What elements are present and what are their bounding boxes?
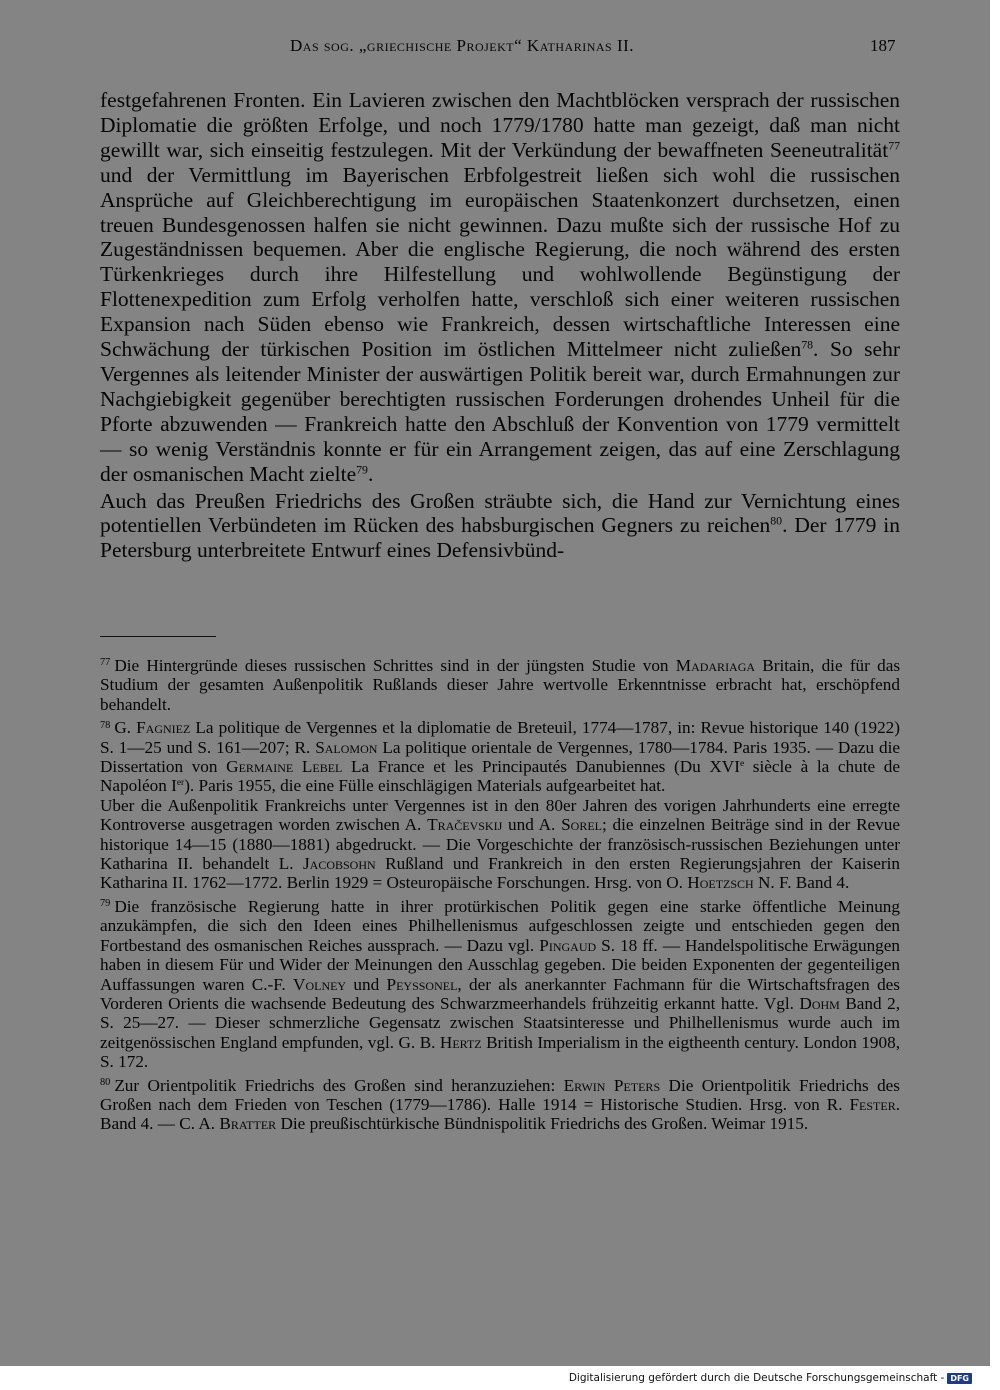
author-name: Dohm <box>799 993 840 1013</box>
author-name: Madariaga <box>675 656 756 675</box>
footnote-number: 80 <box>100 1076 111 1088</box>
footnote-paragraph: Uber die Außenpolitik Frankreichs unter Vergennes ist in den 80er Jahren des vorigen Jahrhunderts eine erregte Kontroverse ausgetragen worden zwischen A. Tračevskij und A. Sorel; die einzelnen Beiträge sind in der Revue historique 14—15 (1880—1881) abgedruckt. — Die Vorgeschichte der französisch-russischen Beziehungen unter Katharina II. behandelt L. Jacobsohn Rußland und Frankreich in den ersten Regierungsjahren der Kaiserin Katharina II. 1762—1772. Berlin 1929 = Osteuropäische Forschungen. Hrsg. von O. Hoetzsch N. F. Band 4. <box>100 795 900 893</box>
author-name: Pingaud <box>539 935 597 955</box>
author-name: Erwin Peters <box>563 1075 661 1095</box>
author-name: Germaine Lebel <box>226 757 343 777</box>
footnote-number: 77 <box>100 657 111 669</box>
footnote-reference: 80 <box>770 513 783 528</box>
footnote-reference: 79 <box>356 461 368 476</box>
footnote-paragraph: $^{80}$ Zur Orientpolitik Friedrichs des Großen sind heranzuziehen: Erwin Peters Die Orientpolitik Friedrichs des Großen nach dem Frieden von Teschen (1779—1786). Halle 1914 = Historische Studien. Hrsg. von R. Fester. Band 4. — C. A. Bratter Die preußischtürkische Bündnispolitik Friedrichs des Großen. Weimar 1915. <box>100 1075 900 1134</box>
footnote <box>100 718 900 893</box>
body-text <box>100 88 900 563</box>
dfg-logo: DFG <box>947 1373 972 1384</box>
footnote-reference: e <box>739 758 745 769</box>
footnotes <box>100 656 900 1134</box>
author-name: Volney <box>293 974 347 994</box>
author-name: Hoetzsch <box>687 873 754 893</box>
footnote-reference: 78 <box>801 337 814 352</box>
author-name: Peyssonel <box>386 974 458 994</box>
running-head-text: Das sog. „griechische Projekt“ Katharinas II. <box>290 36 635 55</box>
author-name: Fester <box>849 1094 896 1114</box>
page-number: 187 <box>870 36 896 55</box>
footnote <box>100 1076 900 1134</box>
author-name: Salomon <box>315 737 378 757</box>
digitization-credit <box>569 1372 972 1384</box>
footnote-paragraph: $^{77}$ Die Hintergründe dieses russischen Schrittes sind in der jüngsten Studie von Madariaga Britain, die für das Studium der gesamten Außenpolitik Rußlands dieser Jahre wertvolle Erkenntnisse erbracht hat, erschöpfend behandelt. <box>100 656 901 714</box>
author-name: Sorel <box>561 815 602 835</box>
body-paragraph: Auch das Preußen Friedrichs des Großen sträubte sich, die Hand zur Vernichtung eines potentiellen Verbündeten im Rücken des habsburgischen Gegners zu reichen$^{80}$. Der 1779 in Petersburg unterbreitete Entwurf eines Defensivbünd- <box>100 488 901 563</box>
credit-text: Digitalisierung gefördert durch die Deutsche Forschungsgemeinschaft - <box>568 1372 945 1384</box>
footnote-separator <box>100 636 216 637</box>
footnote-paragraph: $^{79}$ Die französische Regierung hatte in ihrer protürkischen Politik gegen eine starke öffentliche Meinung anzukämpfen, die sich den Ideen eines Philhellenismus aufgeschlossen zeigte und entschieden gegen den Fortbestand des osmanischen Reiches aussprach. — Dazu vgl. Pingaud S. 18 ff. — Handelspolitische Erwägungen haben in diesem Für und Wider der Meinungen den Ausschlag gegeben. Die beiden Exponenten der gegenteiligen Auffassungen waren C.-F. Volney und Peyssonel, der als anerkannter Fachmann für die Wirtschaftsfragen des Vorderen Orients die wachsende Bedeutung des Schwarzmeerhandels frühzeitig erkannt hatte. Vgl. Dohm Band 2, S. 25—27. — Dieser schmerzliche Gegensatz zwischen Staatsinteresse und Philhellenismus wurde auch im zeitgenössischen England empfunden, vgl. G. B. Hertz British Imperialism in the eigtheenth century. London 1908, S. 172. <box>100 896 901 1072</box>
footnote-reference: 77 <box>888 138 900 153</box>
footnote-number: 78 <box>100 719 111 731</box>
author-name: Hertz <box>439 1032 482 1052</box>
author-name: Tračevskij <box>427 815 503 835</box>
footnote-number: 79 <box>100 898 111 910</box>
author-name: Fagniez <box>136 718 191 738</box>
author-name: Bratter <box>219 1114 277 1134</box>
author-name: Jacobsohn <box>302 854 376 874</box>
footnote <box>100 897 900 1072</box>
body-paragraph: festgefahrenen Fronten. Ein Lavieren zwischen den Machtblöcken versprach der russischen Diplomatie die größten Erfolge, und noch 1779/1780 hatte man gezeigt, daß man nicht gewillt war, sich einseitig festzulegen. Mit der Verkündung der bewaffneten Seeneutralität$^{77}$ und der Vermittlung im Bayerischen Erbfolgestreit ließen sich wohl die russischen Ansprüche auf Gleichberechtigung im europäischen Staatenkonzert durchsetzen, einen treuen Bundesgenossen halfen sie nicht gewinnen. Dazu mußte sich der russische Hof zu Zugeständnissen bequemen. Aber die englische Regierung, die noch während des ersten Türkenkrieges durch ihre Hilfestellung und wohlwollende Begünstigung der Flottenexpedition zum Erfolg verholfen hatte, verschloß sich einer weiteren russischen Expansion nach Süden ebenso wie Frankreich, dessen wirtschaftliche Interessen eine Schwächung der türkischen Position im östlichen Mittelmeer nicht zuließen$^{78}$. So sehr Vergennes als leitender Minister der auswärtigen Politik bereit war, durch Ermahnungen zur Nachgiebigkeit gegenüber berechtigten russischen Forderungen drohendes Unheil für die Pforte abzuwenden — Frankreich hatte den Abschluß der Konvention von 1779 vermittelt — so wenig Verständnis konnte er für ein Arrangement zeigen, das auf eine Zerschlagung der osmanischen Macht zielte$^{79}$. <box>100 88 900 486</box>
running-head <box>290 36 634 56</box>
footnote <box>100 656 900 714</box>
footnote-reference: er <box>176 778 185 789</box>
footnote-paragraph: $^{78}$ G. Fagniez La politique de Vergennes et la diplomatie de Breteuil, 1774—1787, in: Revue historique 140 (1922) S. 1—25 und S. 161—207; R. Salomon La politique orientale de Vergennes, 1780—1784. Paris 1935. — Dazu die Dissertation von Germaine Lebel La France et les Principautés Danubiennes (Du XVIe siècle à la chute de Napoléon Ier). Paris 1955, die eine Fülle einschlägigen Materials aufgearbeitet hat. <box>100 718 900 796</box>
